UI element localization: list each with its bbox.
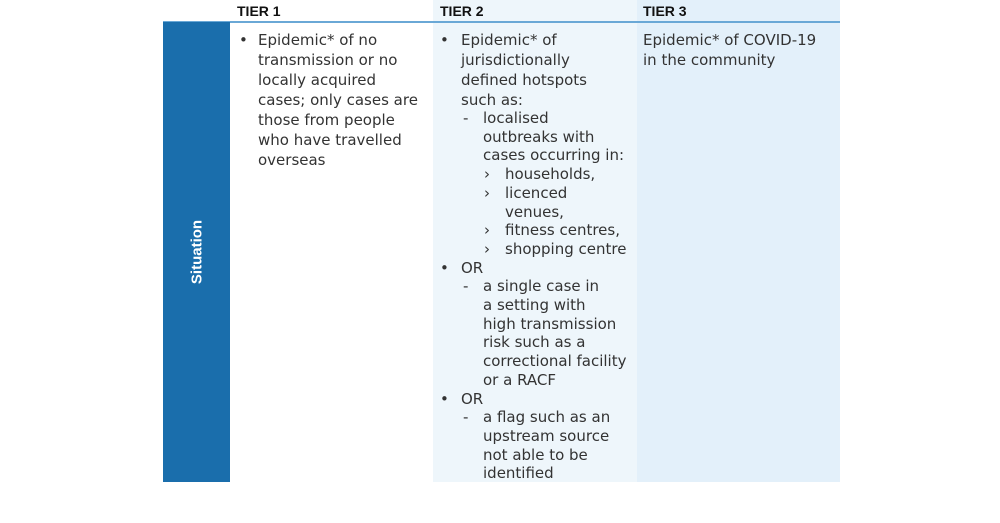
text-line: defined hotspots bbox=[461, 71, 587, 89]
chevron-marker: › bbox=[484, 183, 490, 202]
text-line: localised bbox=[483, 109, 549, 127]
text-line: risk such as a bbox=[483, 333, 586, 352]
text-line: jurisdictionally bbox=[461, 51, 570, 69]
bullet-marker: • bbox=[440, 389, 449, 408]
text-line: a setting with bbox=[483, 296, 586, 314]
text-line: licenced bbox=[505, 183, 568, 202]
row-header bbox=[163, 22, 230, 482]
header-tier-2: TIER 2 bbox=[440, 3, 484, 19]
text-line: upstream source bbox=[483, 426, 610, 445]
text-line: outbreaks with bbox=[483, 127, 595, 146]
text-line: those from people bbox=[258, 111, 395, 129]
text-line: in the community bbox=[643, 51, 776, 69]
bullet-marker: • bbox=[440, 258, 449, 277]
text-line: Epidemic* of bbox=[461, 31, 557, 49]
text-line: such as: bbox=[461, 91, 523, 109]
text-line: Epidemic* of no bbox=[258, 31, 378, 49]
text-line: venues, bbox=[505, 202, 564, 221]
text-line: high transmission bbox=[483, 314, 617, 333]
chevron-marker: › bbox=[484, 165, 490, 184]
text-line: locally acquired bbox=[258, 71, 376, 89]
text-line: Epidemic* of COVID-19 bbox=[643, 31, 817, 49]
text-line: fitness centres, bbox=[505, 221, 620, 240]
text-line: or a RACF bbox=[483, 370, 556, 389]
dash-marker: - bbox=[463, 109, 469, 127]
text-line: not able to be bbox=[483, 445, 588, 464]
header-divider bbox=[163, 21, 840, 23]
tier3-column bbox=[637, 0, 840, 482]
dash-marker: - bbox=[463, 277, 469, 296]
text-line: households, bbox=[505, 165, 596, 184]
text-line: OR bbox=[461, 258, 484, 277]
text-line: shopping centre bbox=[505, 239, 627, 258]
text-line: who have travelled bbox=[258, 131, 402, 149]
dash-marker: - bbox=[463, 408, 469, 427]
chevron-marker: › bbox=[484, 239, 490, 258]
text-line: transmission or no bbox=[258, 51, 398, 69]
text-line: identified bbox=[483, 464, 554, 483]
text-line: cases; only cases are bbox=[258, 91, 418, 109]
chevron-marker: › bbox=[484, 221, 490, 240]
bullet-marker: • bbox=[239, 31, 248, 49]
header-tier-1: TIER 1 bbox=[237, 3, 281, 19]
bullet-marker: • bbox=[440, 31, 449, 49]
text-line: a flag such as an bbox=[483, 408, 611, 427]
text-line: cases occurring in: bbox=[483, 146, 625, 165]
header-tier-3: TIER 3 bbox=[643, 3, 687, 19]
text-line: correctional facility bbox=[483, 352, 627, 371]
row-label: Situation bbox=[188, 219, 205, 285]
text-line: OR bbox=[461, 389, 484, 408]
text-line: a single case in bbox=[483, 277, 600, 296]
text-line: overseas bbox=[258, 151, 326, 169]
